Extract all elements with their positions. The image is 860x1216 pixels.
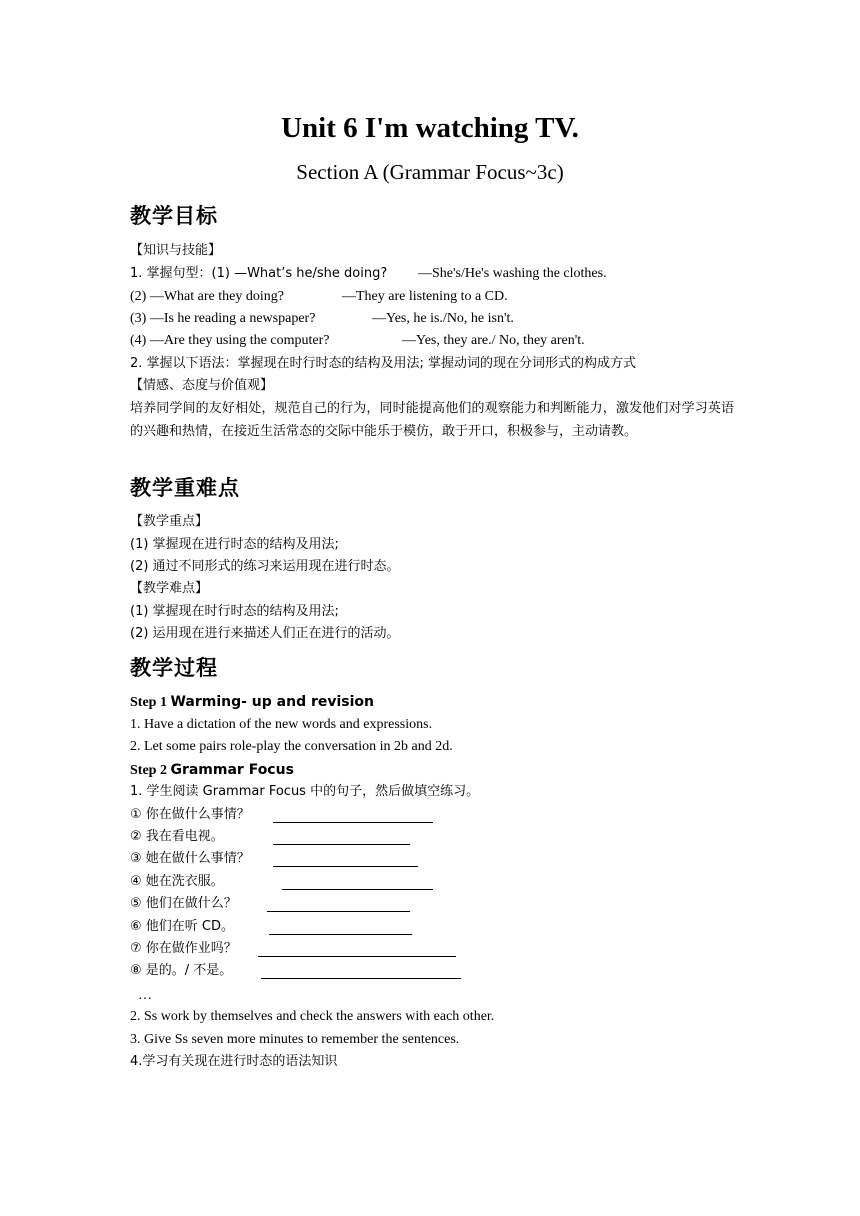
goal-line-grammar: 2. 掌握以下语法：掌握现在时行时态的结构及用法; 掌握动词的现在分词形式的构成方式 <box>130 356 637 371</box>
key-point-1: (1) 掌握现在进行时态的结构及用法; <box>130 537 339 552</box>
exercise-item-4: ④ 她在洗衣服。 <box>130 874 224 889</box>
step-2-heading <box>130 760 294 781</box>
answer-blank-4[interactable] <box>282 875 433 890</box>
step-1-label: Step 1 <box>130 695 167 710</box>
document-title: Unit 6 I'm watching TV. <box>281 112 579 144</box>
difficult-point-1: (1) 掌握现在时行时态的结构及用法; <box>130 604 339 619</box>
step-2-title: Grammar Focus <box>170 762 294 778</box>
difficult-points-heading: 【教学难点】 <box>130 581 209 596</box>
goal-line-3-answer: —Yes, he is./No, he isn't. <box>372 311 514 326</box>
exercise-item-5: ⑤ 他们在做什么？ <box>130 896 237 911</box>
key-point-2: (2) 通过不同形式的练习来运用现在进行时态。 <box>130 559 400 574</box>
answer-blank-8[interactable] <box>261 964 461 979</box>
exercise-item-7: ⑦ 你在做作业吗？ <box>130 941 237 956</box>
step-2-line-2: 2. Ss work by themselves and check the answers with each other. <box>130 1009 495 1024</box>
answer-blank-5[interactable] <box>267 897 410 912</box>
exercise-item-3: ③ 她在做什么事情？ <box>130 851 250 866</box>
answer-blank-2[interactable] <box>273 830 410 845</box>
difficult-point-2: (2) 运用现在进行来描述人们正在进行的活动。 <box>130 626 400 641</box>
knowledge-skills-heading: 【知识与技能】 <box>130 243 222 258</box>
step-1-line-2: 2. Let some pairs role-play the conversation in 2b and 2d. <box>130 739 453 754</box>
key-points-heading: 【教学重点】 <box>130 514 209 529</box>
answer-blank-1[interactable] <box>273 808 433 823</box>
step-1-heading <box>130 692 374 713</box>
attitude-heading: 【情感、态度与价值观】 <box>130 378 274 393</box>
exercise-item-8: ⑧ 是的。/ 不是。 <box>130 963 233 978</box>
step-2-line-1: 1. 学生阅读 Grammar Focus 中的句子，然后做填空练习。 <box>130 784 480 799</box>
goal-line-2-question: (2) —What are they doing? <box>130 289 284 304</box>
goal-line-4-answer: —Yes, they are./ No, they aren't. <box>402 333 585 348</box>
answer-blank-6[interactable] <box>269 920 412 935</box>
ellipsis: … <box>138 988 152 1003</box>
section-heading-goals: 教学目标 <box>130 204 218 228</box>
section-heading-keypoints: 教学重难点 <box>130 476 240 500</box>
step-1-line-1: 1. Have a dictation of the new words and expressions. <box>130 717 433 732</box>
step-2-line-4: 4.学习有关现在进行时态的语法知识 <box>130 1054 338 1069</box>
exercise-item-2: ② 我在看电视。 <box>130 829 224 844</box>
exercise-item-6: ⑥ 他们在听 CD。 <box>130 919 235 934</box>
exercise-item-1: ① 你在做什么事情？ <box>130 807 250 822</box>
goal-line-1-answer: —She's/He's washing the clothes. <box>418 266 607 281</box>
goal-line-2-answer: —They are listening to a CD. <box>342 289 508 304</box>
section-heading-process: 教学过程 <box>130 656 218 680</box>
answer-blank-3[interactable] <box>273 852 418 867</box>
answer-blank-7[interactable] <box>258 942 456 957</box>
step-1-title: Warming- up and revision <box>170 694 375 710</box>
goal-line-1-text: 1. 掌握句型：(1) —What’s he/she doing? <box>130 266 388 281</box>
goal-line-3-question: (3) —Is he reading a newspaper? <box>130 311 316 326</box>
step-2-line-3: 3. Give Ss seven more minutes to remember the sentences. <box>130 1032 460 1047</box>
goal-line-4-question: (4) —Are they using the computer? <box>130 333 330 348</box>
step-2-label: Step 2 <box>130 763 167 778</box>
attitude-paragraph: 培养同学间的友好相处，规范自己的行为，同时能提高他们的观察能力和判断能力，激发他们对学习英语的兴趣和热情，在接近生活常态的交际中能乐于模仿，敢于开口，积极参与，主动请教。 <box>130 401 734 439</box>
goal-line-1-question <box>130 264 387 284</box>
document-subtitle: Section A (Grammar Focus~3c) <box>296 160 564 184</box>
